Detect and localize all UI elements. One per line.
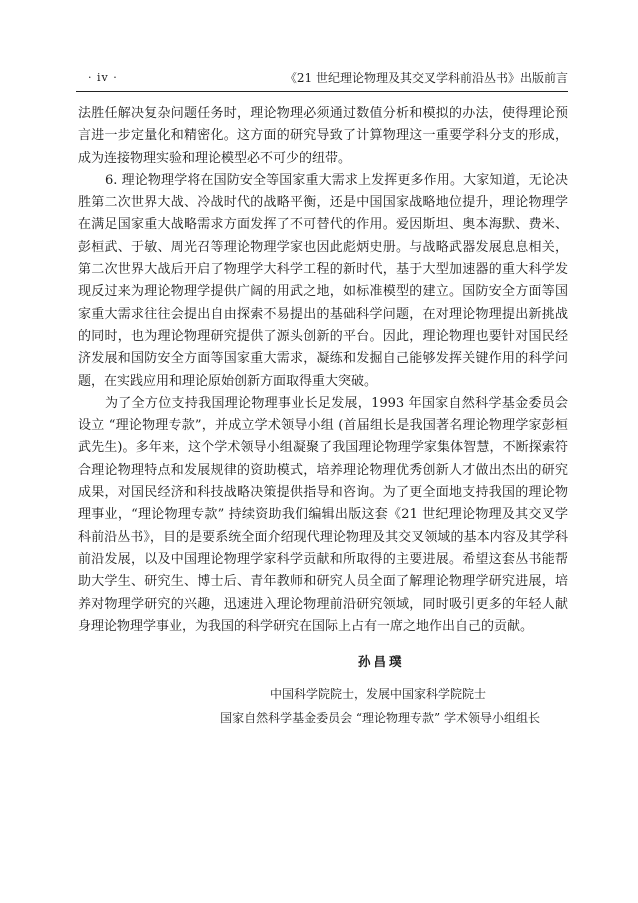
author-name: 孙昌璞 xyxy=(358,654,405,669)
author-title-line-1: 中国科学院院士，发展中国家科学院院士 xyxy=(269,687,486,701)
author-title-line-2: 国家自然科学基金委员会 “理论物理专款” 学术领导小组组长 xyxy=(220,711,540,725)
running-title: 《21 世纪理论物理及其交叉学科前沿丛书》出版前言 xyxy=(284,71,568,85)
paragraph-item-6: 6. 理论物理学将在国防安全等国家重大需求上发挥更多作用。大家知道，无论决胜第二次世界大战、冷战时代的战略平衡，还是中国国家战略地位提升，理论物理学在满足国家重大战略需求方面发挥了不可替代的作用。爱因斯坦、奥本海默、费米、彭桓武、于敏、周光召等理论物理学家也因此彪炳史册。与战略武器发展息息相关，第二次世界大战后开启了物理学大科学工程的新时代，基于大型加速器的重大科学发现反过来为理论物理学提供广阔的用武之地，如标准模型的建立。国防安全方面等国家重大需求往往会提出自由探索不易提出的基础科学问题，在对理论物理提出新挑战的同时，也为理论物理研究提供了源头创新的平台。因此，理论物理也要针对国民经济发展和国防安全方面等国家重大需求，凝练和发掘自己能够发挥关键作用的科学问题，在实践应用和理论原始创新方面取得重大突破。 xyxy=(78,172,568,389)
running-header xyxy=(76,68,568,88)
body-text xyxy=(78,103,568,638)
page-number: · iv · xyxy=(88,71,118,84)
paragraph-continued: 法胜任解决复杂问题任务时，理论物理必须通过数值分析和模拟的办法，使得理论预言进一步定量化和精密化。这方面的研究导致了计算物理这一重要学科分支的形成，成为连接物理实验和理论模型必不可少的纽带。 xyxy=(78,106,568,166)
header-rule xyxy=(76,91,568,92)
paragraph-funding: 为了全方位支持我国理论物理事业长足发展，1993 年国家自然科学基金委员会设立 “理论物理专款”，并成立学术领导小组 (首届组长是我国著名理论物理学家彭桓武先生)。多年来，这个学术领导小组凝聚了我国理论物理学家集体智慧，不断探索符合理论物理特点和发展规律的资助模式，培养理论物理优秀创新人才做出杰出的研究成果，对国民经济和科技战略决策提供指导和咨询。为了更全面地支持我国的理论物理事业，“理论物理专款” 持续资助我们编辑出版这套《21 世纪理论物理及其交叉学科前沿丛书》，目的是要系统全面介绍现代理论物理及其交叉领域的基本内容及其学科前沿发展，以及中国理论物理学家科学贡献和所取得的主要进展。希望这套丛书能帮助大学生、研究生、博士后、青年教师和研究人员全面了解理论物理学研究进展，培养对物理学研究的兴趣，迅速进入理论物理前沿研究领域，同时吸引更多的年轻人献身理论物理学事业，为我国的科学研究在国际上占有一席之地作出自己的贡献。 xyxy=(78,395,568,634)
